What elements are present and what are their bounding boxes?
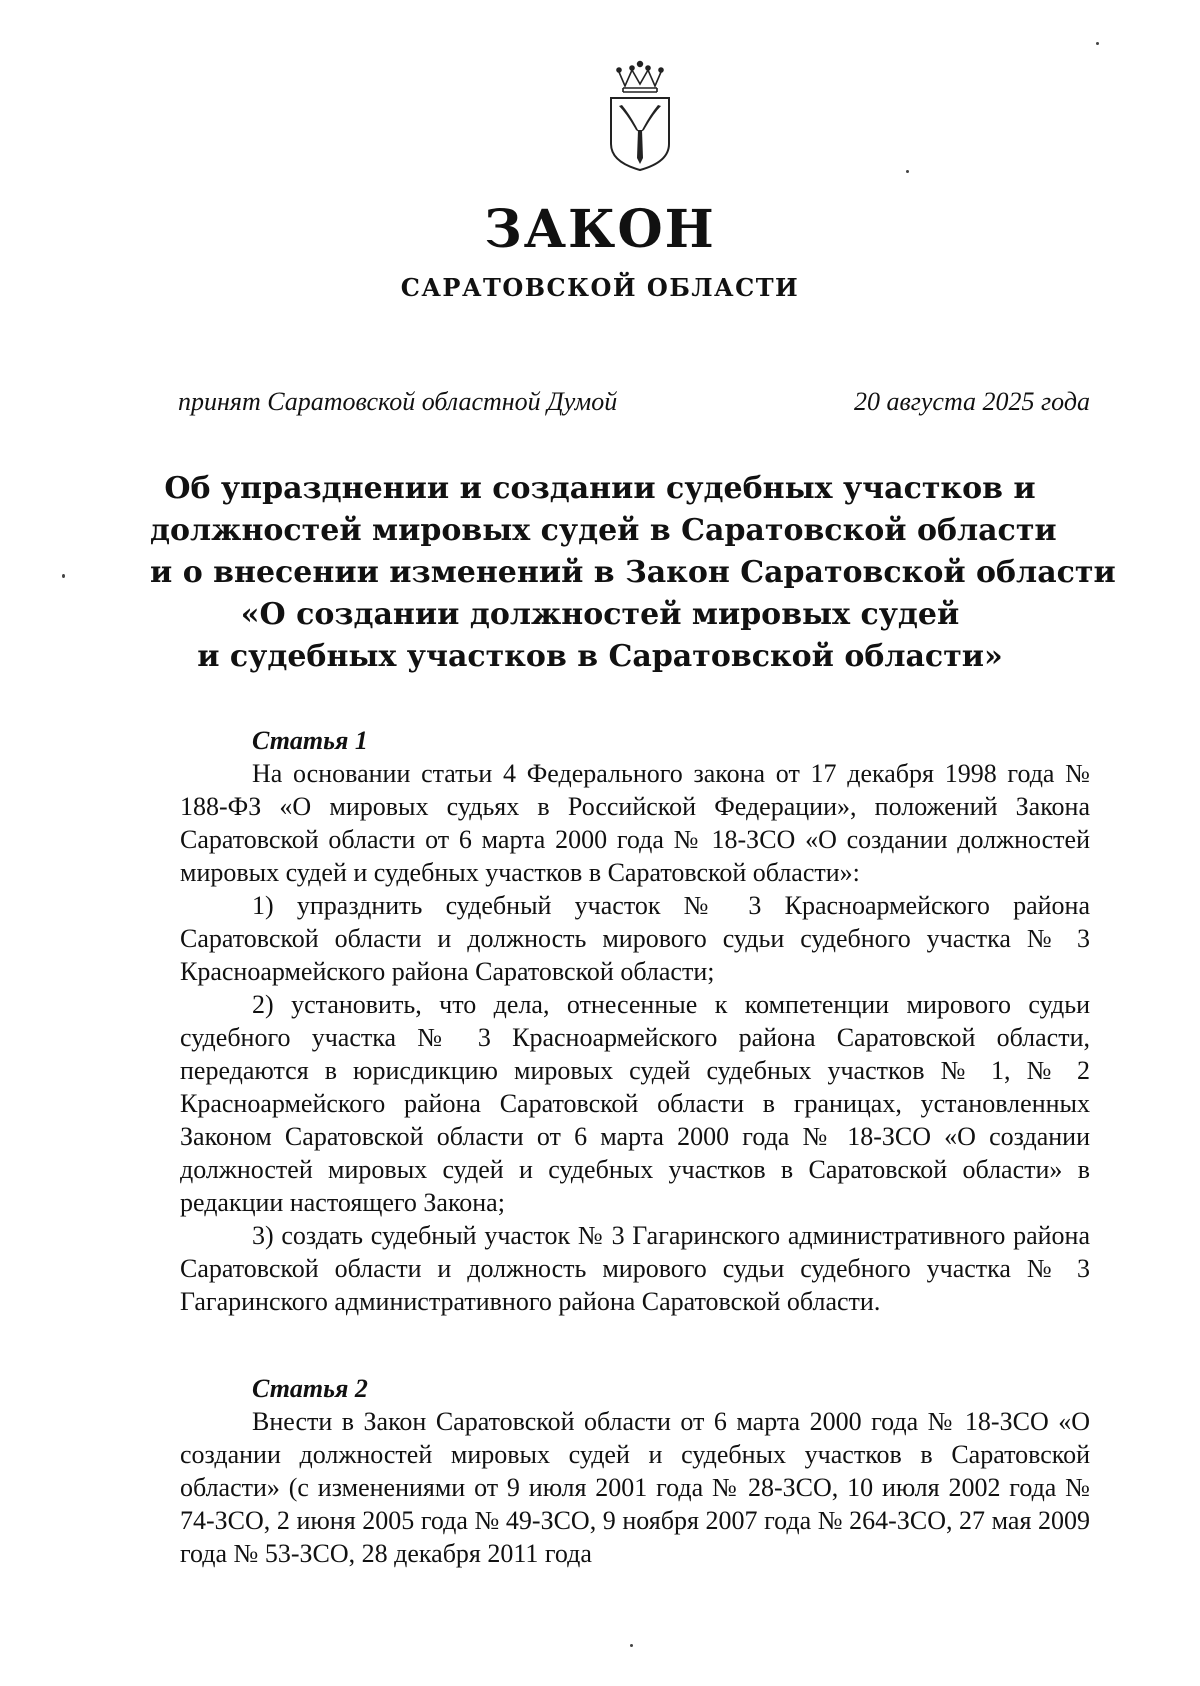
document-title: ЗАКОН xyxy=(484,199,716,260)
law-heading-line: Об упразднении и создании судебных участков и xyxy=(164,471,1036,506)
law-heading xyxy=(150,468,1116,678)
adopted-by: принят Саратовской областной Думой xyxy=(178,387,618,416)
scan-speck xyxy=(62,574,65,578)
adoption-date: 20 августа 2025 года xyxy=(853,387,1090,416)
coat-of-arms-emblem xyxy=(605,58,675,178)
law-heading-line: должностей мировых судей в Саратовской области xyxy=(150,513,1057,548)
article-paragraph: На основании статьи 4 Федерального закона от 17 декабря 1998 года № 188-ФЗ «О мировых судьях в Российской Федерации», положений Закона Саратовской области от 6 марта 2000 года № 18-ЗСО «О создании должностей мировых судей и судебных участков в Саратовской области»: xyxy=(180,759,1090,887)
document-subtitle: САРАТОВСКОЙ ОБЛАСТИ xyxy=(400,273,800,302)
law-heading-line: «О создании должностей мировых судей xyxy=(240,597,960,632)
article-1 xyxy=(180,724,1090,1318)
law-heading-line: и судебных участков в Саратовской области» xyxy=(197,639,1003,674)
scan-speck xyxy=(630,1644,633,1647)
article-paragraph: 3) создать судебный участок № 3 Гагаринского административного района Саратовской области и должность мирового судьи судебного участка № 3 Гагаринского административного района Саратовской области. xyxy=(180,1221,1090,1316)
article-2 xyxy=(180,1372,1090,1570)
article-paragraph: 2) установить, что дела, отнесенные к компетенции мирового судьи судебного участка № 3 Красноармейского района Саратовской области, передаются в юрисдикцию мировых судей судебных участков № 1, № 2 Красноармейского района Саратовской области в границах, установленных Законом Саратовской области от 6 марта 2000 года № 18-ЗСО «О создании должностей мировых судей и судебных участков в Саратовской области» в редакции настоящего Закона; xyxy=(180,990,1090,1217)
article-title: Статья 2 xyxy=(252,1374,368,1403)
article-title: Статья 1 xyxy=(252,726,368,755)
scan-speck xyxy=(906,170,909,173)
article-paragraph: Внести в Закон Саратовской области от 6 марта 2000 года № 18-ЗСО «О создании должностей мировых судей и судебных участков в Саратовской области» (с изменениями от 9 июля 2001 года № 28-ЗСО, 10 июля 2002 года № 74-ЗСО, 2 июня 2005 года № 49-ЗСО, 9 ноября 2007 года № 264-ЗСО, 27 мая 2009 года № 53-ЗСО, 28 декабря 2011 года xyxy=(180,1407,1090,1568)
scan-speck xyxy=(1096,42,1099,45)
article-paragraph: 1) упразднить судебный участок № 3 Красноармейского района Саратовской области и должность мирового судьи судебного участка № 3 Красноармейского района Саратовской области; xyxy=(180,891,1090,986)
law-heading-line: и о внесении изменений в Закон Саратовской области xyxy=(150,555,1116,590)
